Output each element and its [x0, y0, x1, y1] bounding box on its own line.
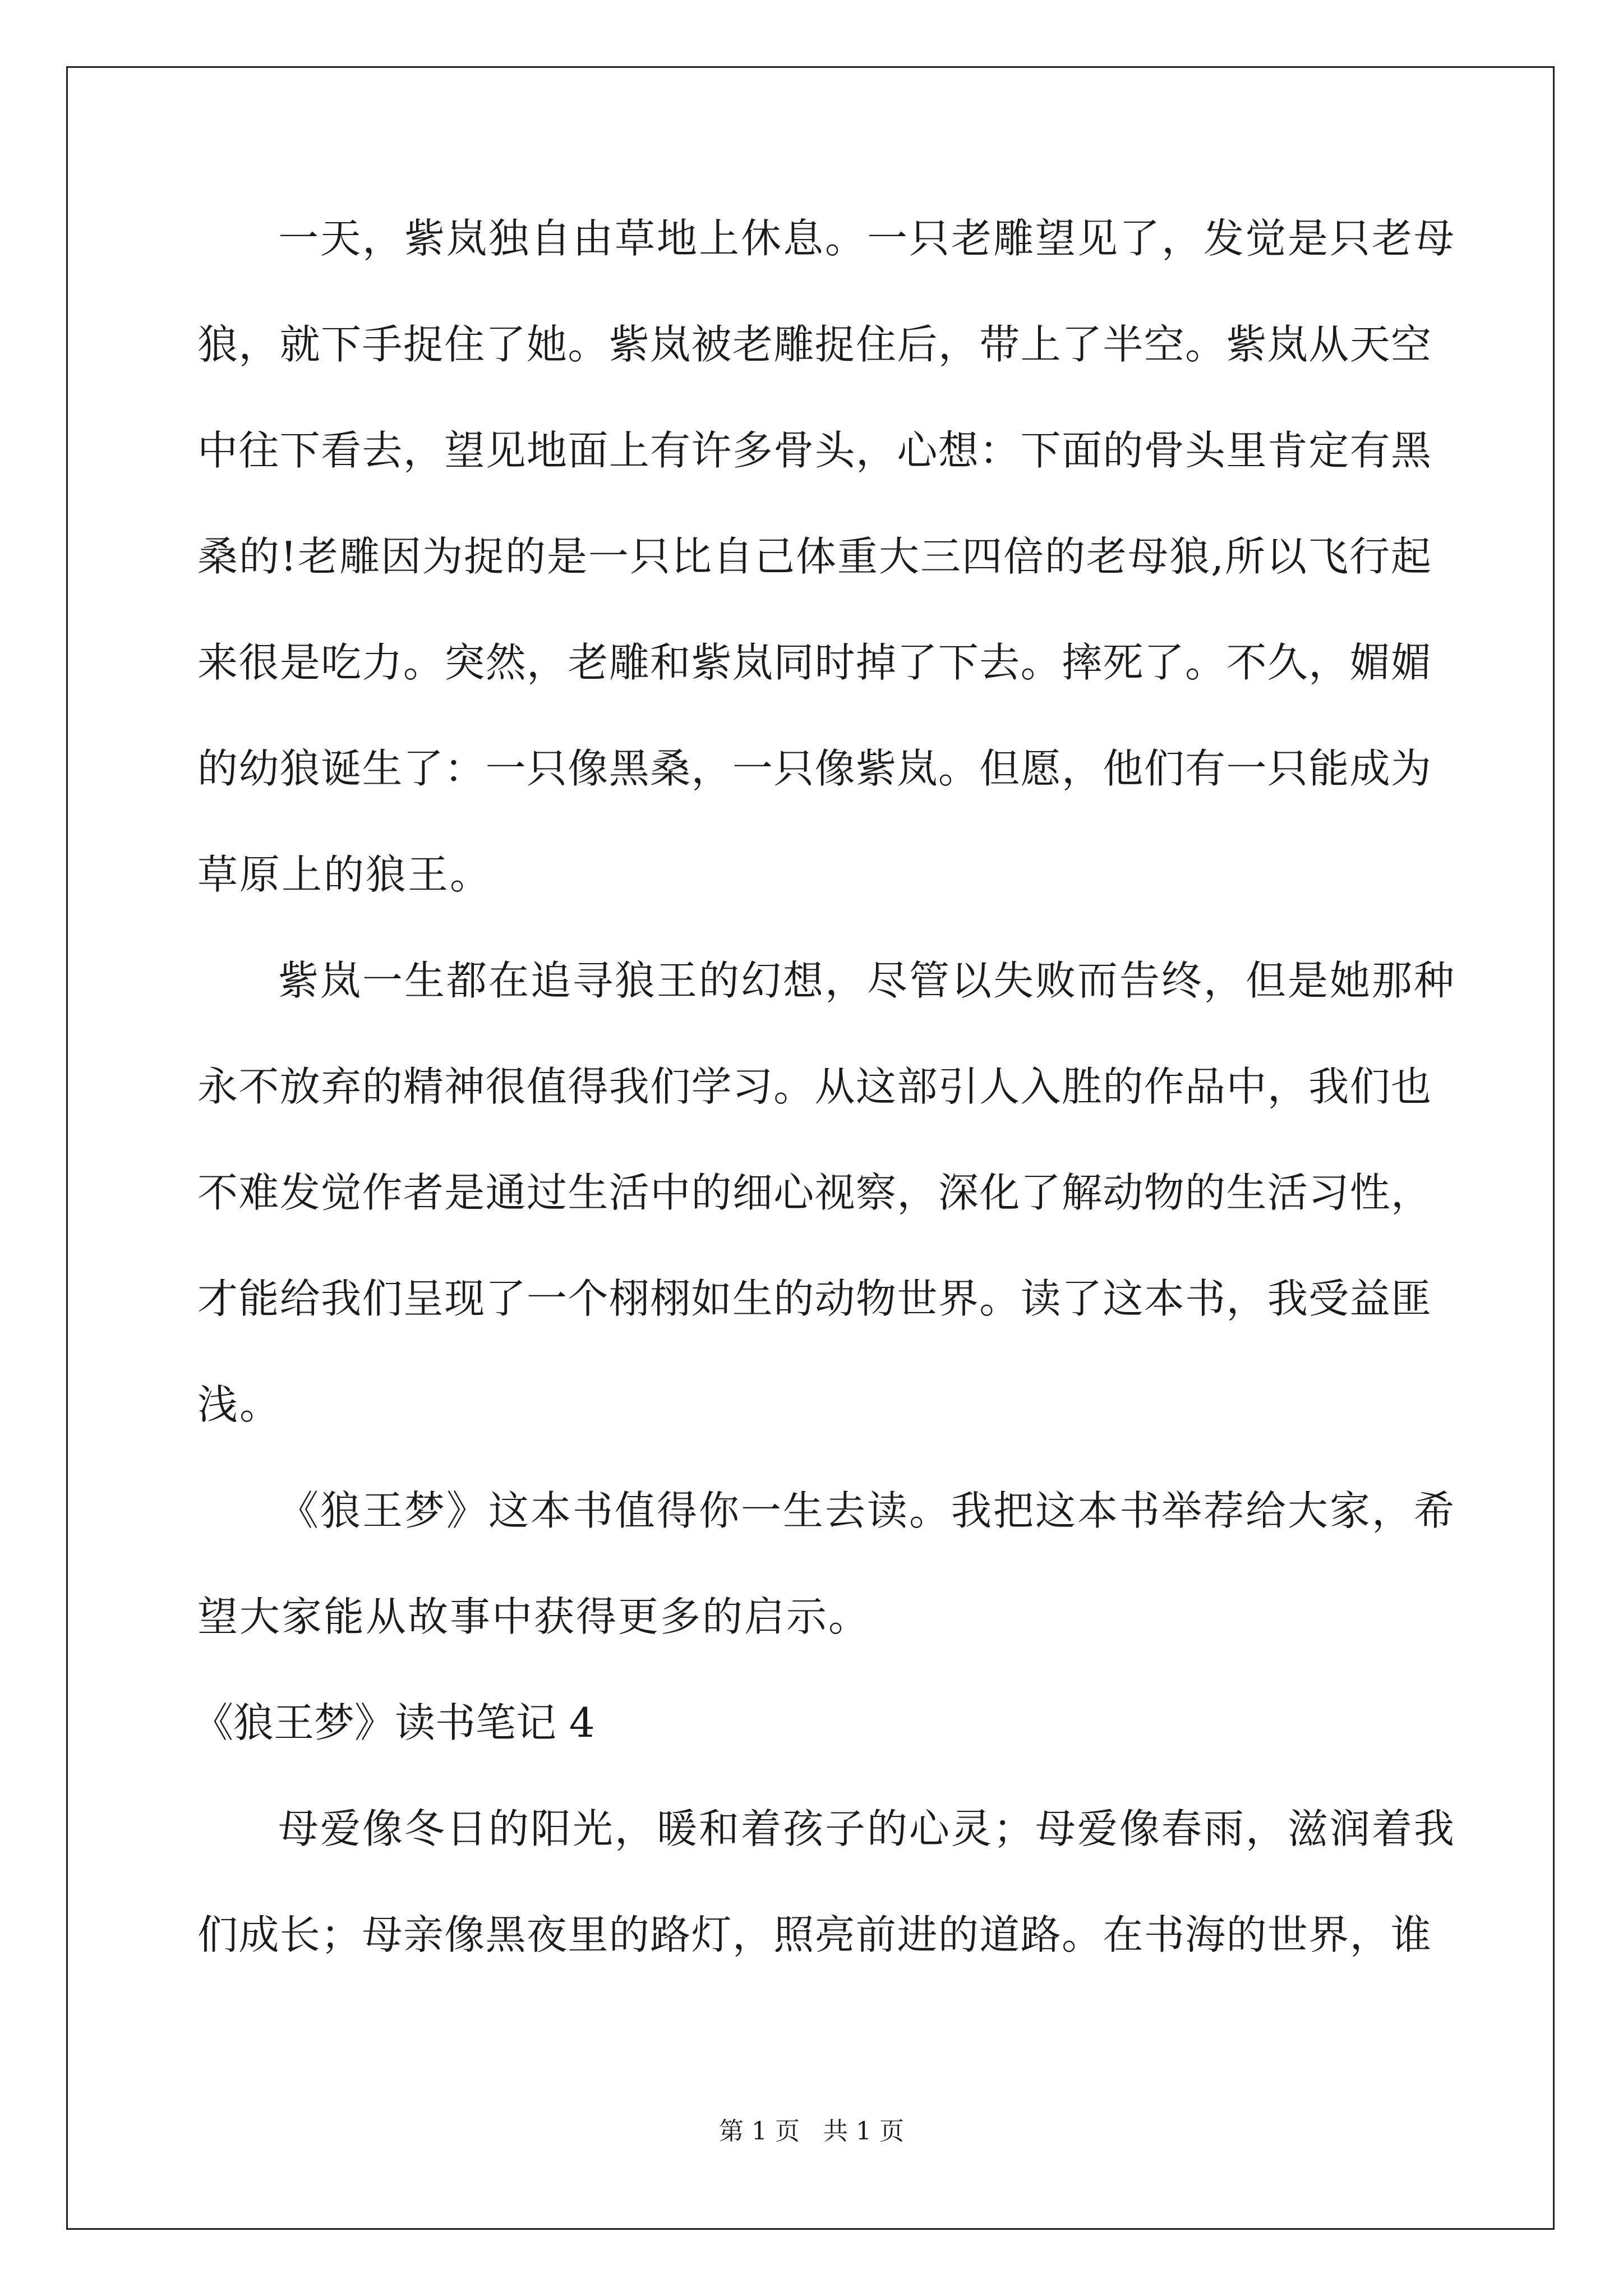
- page-number: 第 1 页: [719, 2117, 800, 2146]
- paragraph-line: 草原上的狼王。: [197, 851, 492, 898]
- paragraph-line: 中往下看去，望见地面上有许多骨头，心想：下面的骨头里肯定有黑: [197, 427, 1431, 474]
- paragraph-line: 才能给我们呈现了一个栩栩如生的动物世界。读了这本书，我受益匪: [197, 1275, 1431, 1322]
- paragraph-line: 紫岚一生都在追寻狼王的幻想，尽管以失败而告终，但是她那种: [278, 957, 1456, 1004]
- paragraph-line: 来很是吃力。突然，老雕和紫岚同时掉了下去。摔死了。不久，媚媚: [197, 639, 1431, 686]
- section-heading: 《狼王梦》读书笔记 4: [193, 1699, 595, 1746]
- paragraph-line: 桑的!老雕因为捉的是一只比自己体重大三四倍的老母狼,所以飞行起: [197, 533, 1431, 580]
- paragraph-line: 们成长；母亲像黑夜里的路灯，照亮前进的道路。在书海的世界，谁: [197, 1911, 1431, 1958]
- paragraph-line: 一天，紫岚独自由草地上休息。一只老雕望见了，发觉是只老母: [278, 215, 1456, 262]
- paragraph-line: 母爱像冬日的阳光，暖和着孩子的心灵；母爱像春雨，滋润着我: [278, 1805, 1456, 1852]
- page-footer: [0, 2115, 1623, 2148]
- page-total: 共 1 页: [823, 2117, 904, 2146]
- paragraph-line: 望大家能从故事中获得更多的启示。: [197, 1593, 871, 1640]
- paragraph-line: 《狼王梦》这本书值得你一生去读。我把这本书举荐给大家，希: [278, 1487, 1456, 1534]
- paragraph-line: 浅。: [197, 1381, 282, 1428]
- paragraph-line: 狼，就下手捉住了她。紫岚被老雕捉住后，带上了半空。紫岚从天空: [197, 321, 1431, 368]
- paragraph-line: 永不放弃的精神很值得我们学习。从这部引人入胜的作品中，我们也: [197, 1063, 1431, 1110]
- paragraph-line: 不难发觉作者是通过生活中的细心视察，深化了解动物的生活习性，: [197, 1169, 1431, 1216]
- paragraph-line: 的幼狼诞生了：一只像黑桑，一只像紫岚。但愿，他们有一只能成为: [197, 745, 1431, 792]
